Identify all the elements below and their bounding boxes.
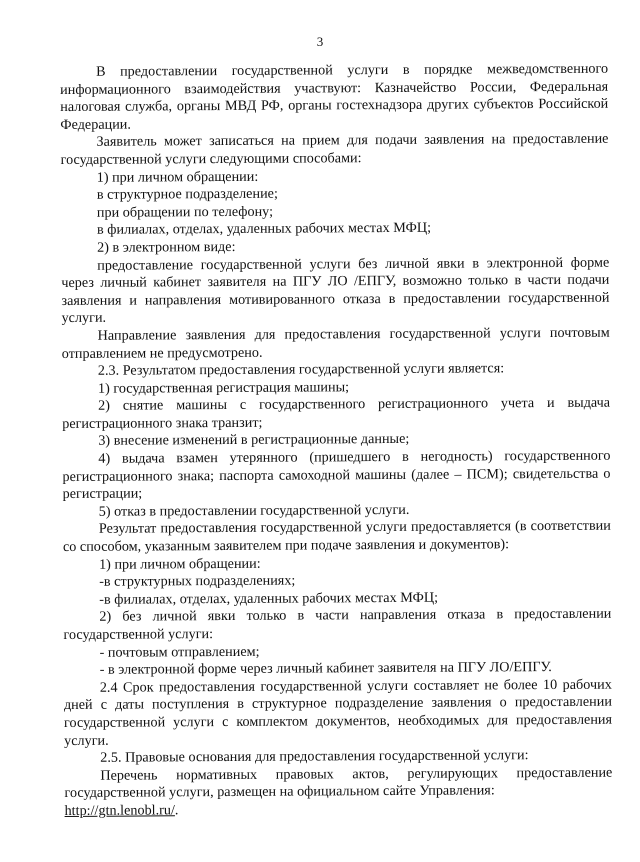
paragraph: при обращении по телефону; xyxy=(96,203,274,221)
paragraph: 2) в электронном виде: xyxy=(97,238,236,256)
paragraph: Направление заявления для предоставления государственной услуги почтовым отправлением не предусмотрено. xyxy=(61,324,610,362)
paragraph: 1) при личном обращении: xyxy=(99,555,261,573)
paragraph: 1) государственная регистрация машины; xyxy=(97,378,350,397)
page-number: 3 xyxy=(316,34,324,49)
website-link[interactable]: http://gtn.lenobl.ru/ xyxy=(64,802,175,819)
paragraph: 3) внесение изменений в регистрационные данные; xyxy=(98,431,410,450)
paragraph: В предоставлении государственной услуги в порядке межведомственного информационного взаимодействия участвуют: Казначейство России, Федеральная налоговая служба, органы МВД РФ, органы гостехнадзора других субъектов Российской Федерации. xyxy=(60,60,609,133)
paragraph: - почтовым отправлением; xyxy=(99,643,260,661)
paragraph: 2.4 Срок предоставления государственной услуги составляет не более 10 рабочих дней с даты поступления в структурное подразделение заявления о предоставлении государственной услуги с комплектом документов, необходимых для предоставления услуги. xyxy=(63,676,613,749)
document-body xyxy=(60,61,613,821)
paragraph: Результат предоставления государственной услуги предоставляется (в соответствии со способом, указанным заявителем при подаче заявления и документов): xyxy=(62,518,611,556)
link-paragraph xyxy=(65,800,613,821)
paragraph: -в структурных подразделениях; xyxy=(99,572,296,590)
paragraph: в филиалах, отделах, удаленных рабочих местах МФЦ; xyxy=(96,220,432,239)
paragraph: 2.5. Правовые основания для предоставления государственной услуги: xyxy=(100,747,529,766)
paragraph: 1) при личном обращении: xyxy=(96,168,259,186)
link-suffix: . xyxy=(174,802,179,819)
paragraph: 4) выдача взамен утерянного (пришедшего в негодность) государственного регистрационного знака; паспорта самоходной машины (далее – ПСМ); свидетельства о регистрации; xyxy=(62,447,611,503)
paragraph: 2) снятие машины с государственного регистрационного учета и выдача регистрационного знака транзит; xyxy=(62,394,611,432)
paragraph: Перечень нормативных правовых актов, регулирующих предоставление государственной услуги, размещен на официальном сайте Управления: xyxy=(64,764,613,802)
paragraph: -в филиалах, отделах, удаленных рабочих местах МФЦ; xyxy=(99,589,439,608)
paragraph: предоставление государственной услуги без личной явки в электронной форме через личный кабинет заявителя на ПГУ ЛО /ЕПГУ, возможно только в части подачи заявления и направления мотивированного отказа в предоставлении государственной услуги. xyxy=(61,254,610,327)
paragraph: - в электронной форме через личный кабинет заявителя на ПГУ ЛО/ЕПГУ. xyxy=(99,659,552,678)
paragraph: 5) отказ в предоставлении государственной услуги. xyxy=(98,501,410,520)
paragraph: 2.3. Результатом предоставления государственной услуги является: xyxy=(97,360,505,379)
paragraph: 2) без личной явки только в части направления отказа в предоставлении государственной услуги: xyxy=(63,606,612,643)
paragraph: Заявитель может записаться на прием для подачи заявления на предоставление государственной услуги следующими способами: xyxy=(60,131,609,168)
paragraph: в структурное подразделение; xyxy=(96,185,278,203)
